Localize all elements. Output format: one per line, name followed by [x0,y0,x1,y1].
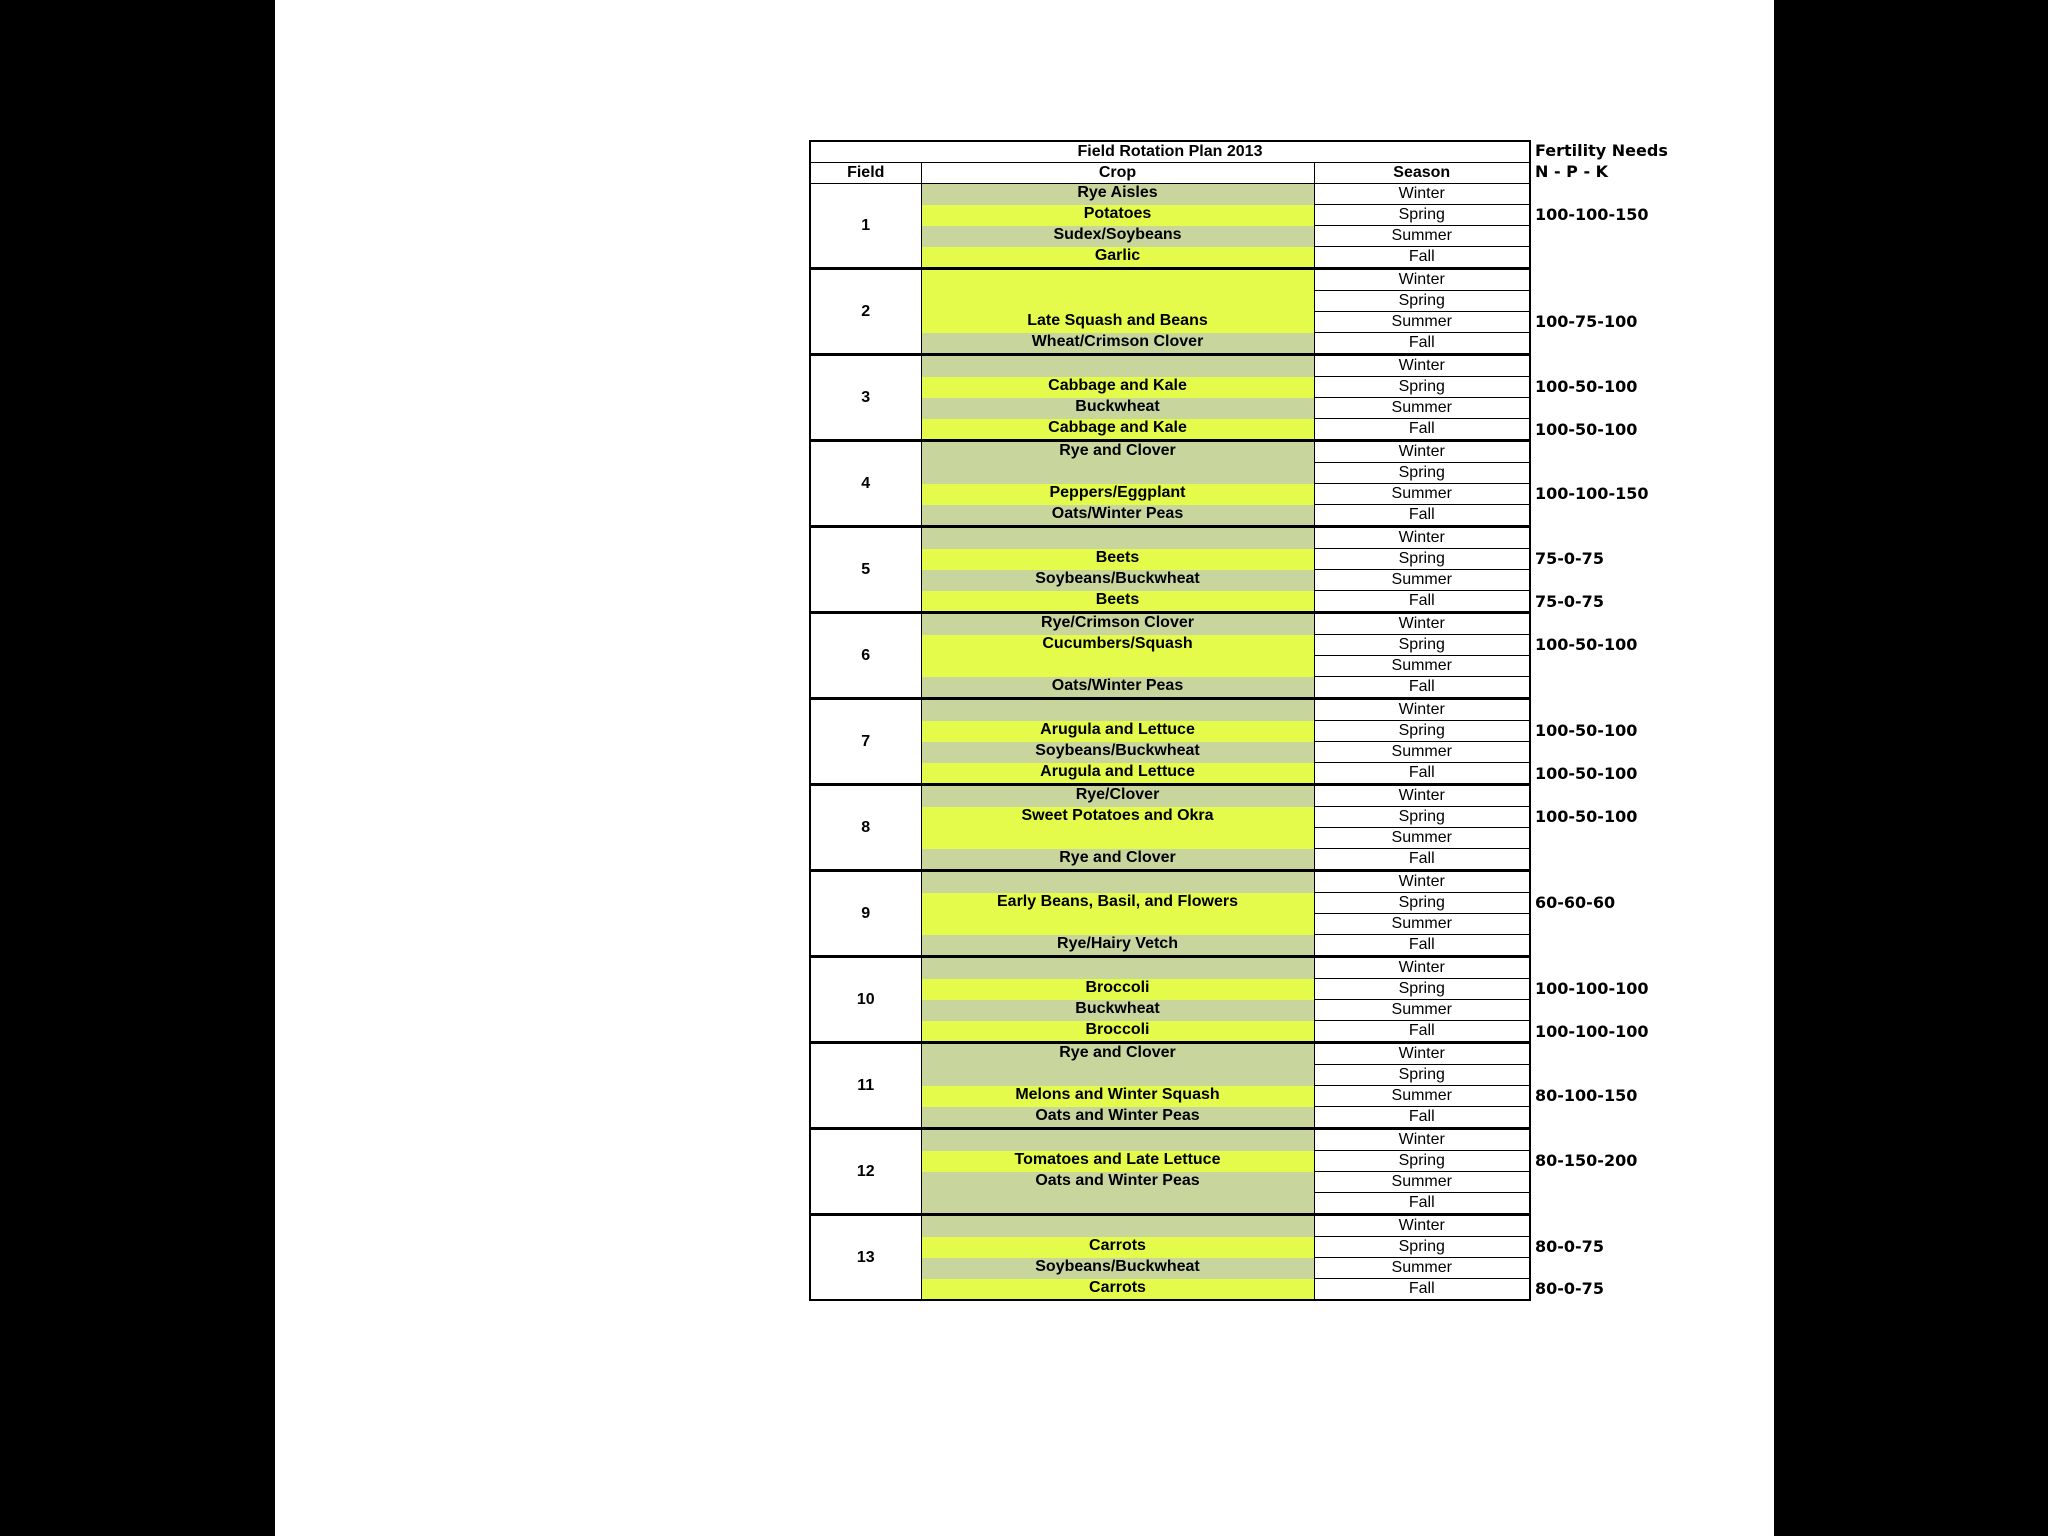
season-cell: Winter [1314,184,1530,205]
season-cell: Spring [1314,1237,1530,1258]
table-row [810,699,1530,721]
crop-cell: Oats/Winter Peas [921,505,1314,527]
crop-cell [921,957,1314,979]
crop-cell: Cabbage and Kale [921,419,1314,441]
season-cell: Spring [1314,549,1530,570]
crop-cell [921,269,1314,312]
field-number: 4 [810,441,921,527]
crop-cell [921,699,1314,721]
fertility-value: 100-50-100 [1535,721,1638,740]
crop-cell: Rye and Clover [921,1043,1314,1086]
season-cell: Summer [1314,1000,1530,1021]
crop-cell: Carrots [921,1279,1314,1301]
table-row [810,1043,1530,1065]
season-cell: Summer [1314,1086,1530,1107]
season-cell: Fall [1314,1279,1530,1301]
fertility-header-title: Fertility Needs [1535,141,1668,160]
table-body [810,184,1530,1301]
season-cell: Spring [1314,893,1530,914]
season-cell: Fall [1314,419,1530,441]
season-column-header: Season [1314,163,1530,184]
season-cell: Winter [1314,1129,1530,1151]
crop-cell: Oats/Winter Peas [921,677,1314,699]
table-title: Field Rotation Plan 2013 [810,141,1530,163]
season-cell: Fall [1314,1021,1530,1043]
season-cell: Fall [1314,935,1530,957]
season-cell: Winter [1314,527,1530,549]
crop-cell: Rye Aisles [921,184,1314,205]
season-cell: Spring [1314,205,1530,226]
season-cell: Winter [1314,355,1530,377]
fertility-value: 100-75-100 [1535,312,1638,331]
crop-cell [921,527,1314,549]
crop-cell: Cabbage and Kale [921,377,1314,398]
crop-cell: Oats and Winter Peas [921,1107,1314,1129]
season-cell: Winter [1314,1043,1530,1065]
fertility-value: 100-50-100 [1535,377,1638,396]
table-row [810,269,1530,291]
table-row [810,527,1530,549]
season-cell: Fall [1314,333,1530,355]
document-page [275,0,1774,1536]
crop-cell: Buckwheat [921,398,1314,419]
crop-cell: Soybeans/Buckwheat [921,1258,1314,1279]
season-cell: Fall [1314,1193,1530,1215]
table-row [810,871,1530,893]
season-cell: Winter [1314,699,1530,721]
season-cell: Summer [1314,1258,1530,1279]
crop-cell: Rye and Clover [921,441,1314,484]
season-cell: Fall [1314,763,1530,785]
field-number: 12 [810,1129,921,1215]
season-cell: Winter [1314,957,1530,979]
season-cell: Summer [1314,312,1530,333]
season-cell: Summer [1314,226,1530,247]
fertility-value: 100-100-150 [1535,484,1649,503]
table-row [810,184,1530,205]
fertility-value: 100-50-100 [1535,807,1638,826]
fertility-value: 75-0-75 [1535,591,1604,611]
fertility-value: 100-100-100 [1535,979,1649,998]
crop-cell: Garlic [921,247,1314,269]
season-cell: Winter [1314,441,1530,463]
season-cell: Spring [1314,1065,1530,1086]
fertility-header [1535,140,1668,182]
season-cell: Fall [1314,591,1530,613]
crop-column-header: Crop [921,163,1314,184]
crop-cell: Cucumbers/Squash [921,635,1314,677]
crop-cell: Late Squash and Beans [921,312,1314,333]
fertility-value: 80-100-150 [1535,1086,1638,1105]
crop-cell: Arugula and Lettuce [921,763,1314,785]
crop-cell [921,1129,1314,1151]
table-row [810,785,1530,807]
field-number: 2 [810,269,921,355]
season-cell: Spring [1314,807,1530,828]
field-number: 3 [810,355,921,441]
field-column-header: Field [810,163,921,184]
field-number: 9 [810,871,921,957]
field-number: 6 [810,613,921,699]
season-cell: Fall [1314,247,1530,269]
season-cell: Spring [1314,979,1530,1000]
crop-cell: Sudex/Soybeans [921,226,1314,247]
season-cell: Winter [1314,613,1530,635]
field-number: 1 [810,184,921,269]
season-cell: Spring [1314,1151,1530,1172]
season-cell: Summer [1314,914,1530,935]
crop-cell: Oats and Winter Peas [921,1172,1314,1215]
fertility-header-units: N - P - K [1535,162,1609,181]
fertility-value: 80-150-200 [1535,1151,1638,1170]
crop-cell [921,1215,1314,1237]
crop-cell: Broccoli [921,979,1314,1000]
table-row [810,1215,1530,1237]
crop-cell [921,355,1314,377]
season-cell: Fall [1314,849,1530,871]
field-number: 11 [810,1043,921,1129]
fertility-value: 75-0-75 [1535,549,1604,568]
crop-cell: Soybeans/Buckwheat [921,742,1314,763]
crop-cell: Potatoes [921,205,1314,226]
season-cell: Summer [1314,742,1530,763]
crop-cell [921,871,1314,893]
season-cell: Spring [1314,463,1530,484]
table-row [810,441,1530,463]
season-cell: Spring [1314,635,1530,656]
fertility-value: 100-100-100 [1535,1021,1649,1041]
crop-cell: Broccoli [921,1021,1314,1043]
crop-cell: Arugula and Lettuce [921,721,1314,742]
table-row [810,1129,1530,1151]
fertility-value: 100-100-150 [1535,205,1649,224]
field-number: 5 [810,527,921,613]
season-cell: Spring [1314,291,1530,312]
season-cell: Summer [1314,656,1530,677]
rotation-table-container [809,140,1531,1301]
crop-cell: Carrots [921,1237,1314,1258]
season-cell: Fall [1314,677,1530,699]
table-row [810,355,1530,377]
fertility-value: 80-0-75 [1535,1279,1604,1299]
field-number: 10 [810,957,921,1043]
crop-cell: Peppers/Eggplant [921,484,1314,505]
season-cell: Summer [1314,828,1530,849]
table-row [810,957,1530,979]
fertility-value: 60-60-60 [1535,893,1616,912]
field-number: 8 [810,785,921,871]
fertility-value: 80-0-75 [1535,1237,1604,1256]
season-cell: Spring [1314,721,1530,742]
season-cell: Summer [1314,1172,1530,1193]
crop-cell: Rye/Clover [921,785,1314,807]
crop-cell: Early Beans, Basil, and Flowers [921,893,1314,935]
season-cell: Winter [1314,785,1530,807]
season-cell: Winter [1314,1215,1530,1237]
crop-cell: Rye/Crimson Clover [921,613,1314,635]
season-cell: Winter [1314,269,1530,291]
crop-cell: Melons and Winter Squash [921,1086,1314,1107]
table-row [810,613,1530,635]
fertility-value: 100-50-100 [1535,635,1638,654]
field-number: 13 [810,1215,921,1301]
season-cell: Summer [1314,484,1530,505]
crop-cell: Rye and Clover [921,849,1314,871]
field-number: 7 [810,699,921,785]
crop-cell: Soybeans/Buckwheat [921,570,1314,591]
rotation-table [809,140,1531,1301]
season-cell: Spring [1314,377,1530,398]
crop-cell: Sweet Potatoes and Okra [921,807,1314,849]
season-cell: Summer [1314,398,1530,419]
season-cell: Fall [1314,1107,1530,1129]
crop-cell: Wheat/Crimson Clover [921,333,1314,355]
fertility-value: 100-50-100 [1535,763,1638,783]
season-cell: Fall [1314,505,1530,527]
fertility-value: 100-50-100 [1535,419,1638,439]
crop-cell: Tomatoes and Late Lettuce [921,1151,1314,1172]
crop-cell: Rye/Hairy Vetch [921,935,1314,957]
season-cell: Winter [1314,871,1530,893]
crop-cell: Beets [921,591,1314,613]
crop-cell: Buckwheat [921,1000,1314,1021]
crop-cell: Beets [921,549,1314,570]
season-cell: Summer [1314,570,1530,591]
